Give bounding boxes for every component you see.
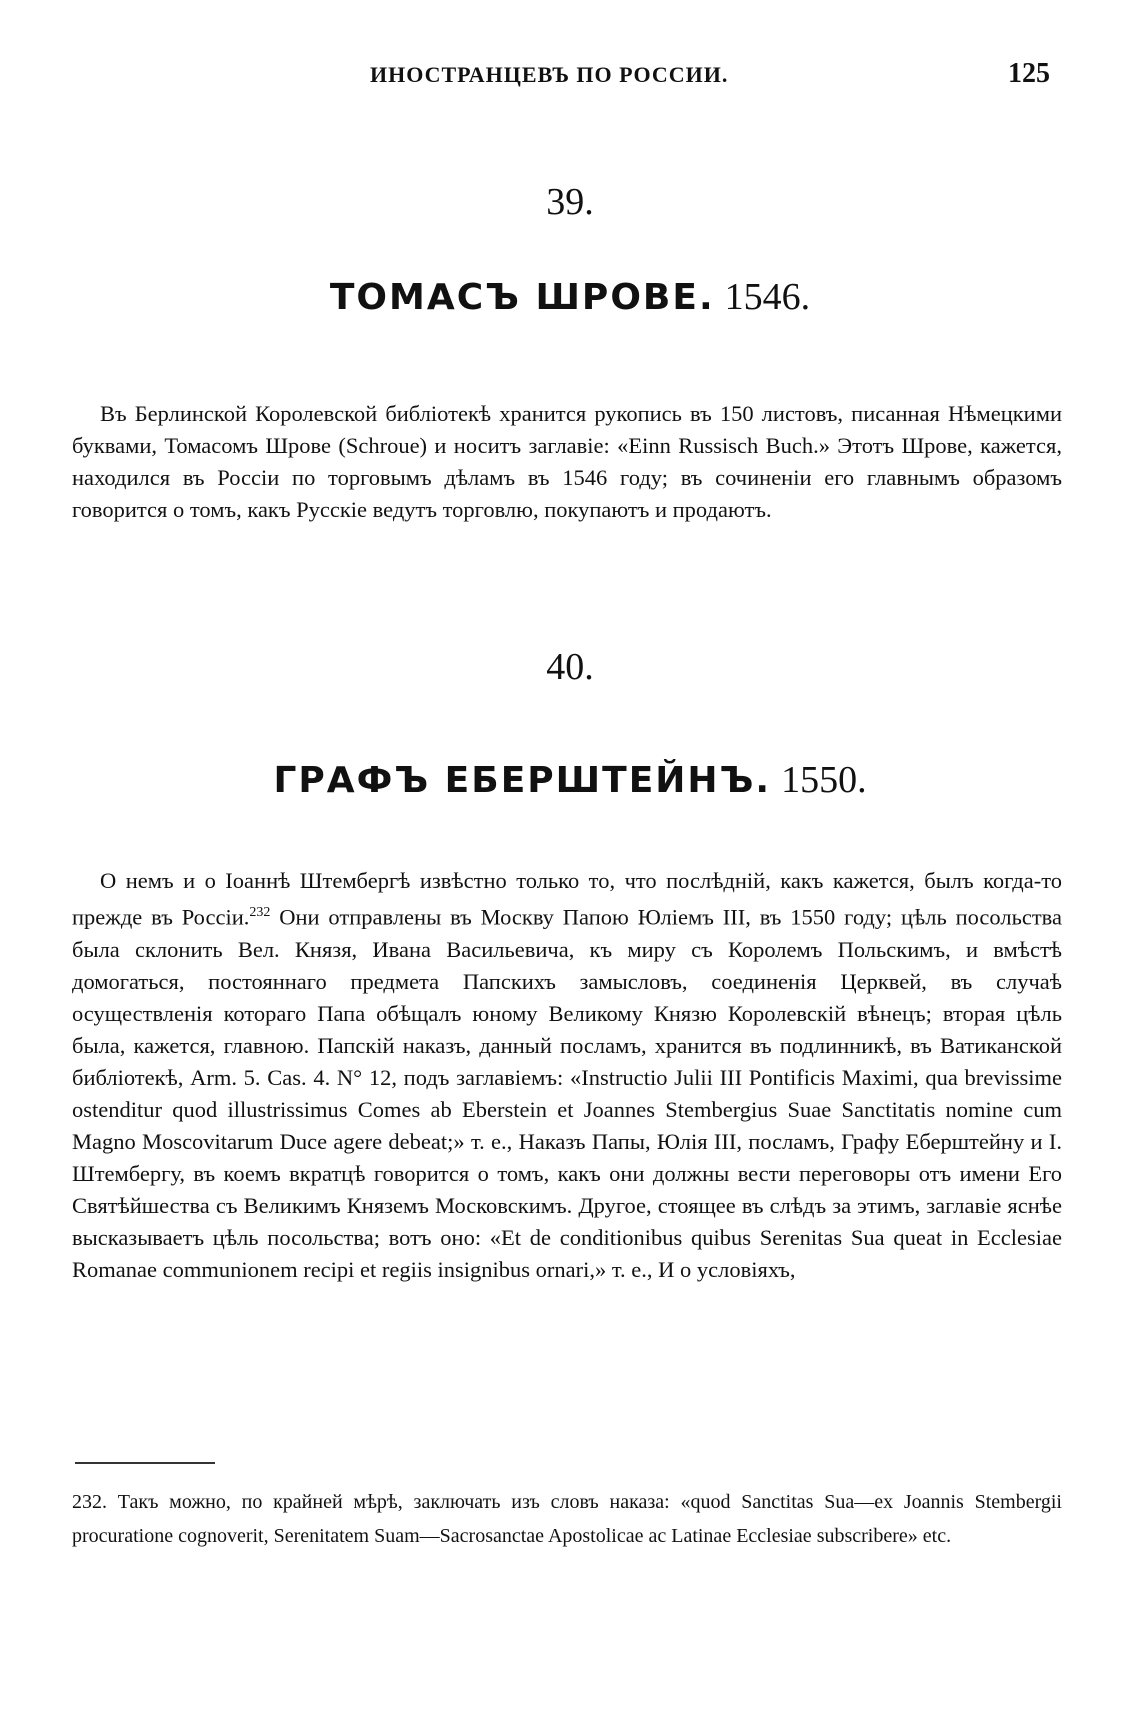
paragraph-part-1: О немъ и о Іоаннѣ Штембергѣ извѣстно только то, что послѣдній, какъ кажется, былъ когда-то прежде въ Россіи. xyxy=(72,868,1062,930)
entry-title-39 xyxy=(0,275,1140,319)
entry-name: ГРАФЪ ЕБЕРШТЕЙНЪ. xyxy=(273,760,772,801)
entry-paragraph-40 xyxy=(72,865,1062,1286)
footnote-ref: 232 xyxy=(249,905,271,920)
entry-paragraph-39: Въ Берлинской Королевской библіотекѣ хранится рукопись въ 150 листовъ, писанная Нѣмецкими буквами, Томасомъ Шрове (Schroue) и носитъ заглавіе: «Einn Russisch Buch.» Этотъ Шрове, кажется, находился въ Россіи по торговымъ дѣламъ въ 1546 году; въ сочиненіи его главнымъ образомъ говорится о томъ, какъ Русскіе ведутъ торговлю, покупаютъ и продаютъ. xyxy=(72,401,1062,522)
running-title: ИНОСТРАНЦЕВЪ ПО РОССИИ. xyxy=(370,62,729,87)
paragraph-part-2: Они отправлены въ Москву Папою Юліемъ III, въ 1550 году; цѣль посольства была склонить Вел. Князя, Ивана Васильевича, къ миру съ Королемъ Польскимъ, и вмѣстѣ домогаться, постояннаго предмета Папскихъ замысловъ, соединенія Церквей, въ случаѣ осуществленія котораго Папа обѣщалъ юному Великому Князю Королевскій вѣнецъ; вторая цѣль была, кажется, главною. Папскій наказъ, данный посламъ, хранится въ подлинникѣ, въ Ватиканской библіотекѣ, Arm. 5. Cas. 4. N° 12, подъ заглавіемъ: «Instructio Julii III Pontificis Maximi, qua brevissime ostenditur quod illustrissimus Comes ab Eberstein et Joannes Stembergius Suae Sanctitatis nomine cum Magno Moscovitarum Duce agere debeat;» т. е., Наказъ Папы, Юлія III, посламъ, Графу Еберштейну и І. Штембергу, въ коемъ вкратцѣ говорится о томъ, какъ они должны вести переговоры отъ имени Его Святѣйшества съ Великимъ Княземъ Московскимъ. Другое, стоящее въ слѣдъ за этимъ, заглавіе яснѣе высказываетъ цѣль посольства; вотъ оно: «Et de conditionibus quibus Serenitas Sua queat in Ecclesiae Romanae communionem recipi et regiis insignibus ornari,» т. е., И о условіяхъ, xyxy=(72,904,1062,1282)
entry-number-40: 40. xyxy=(546,646,594,688)
entry-year: 1550. xyxy=(781,759,867,801)
footnote-rule xyxy=(75,1462,215,1464)
entry-number-39: 39. xyxy=(546,181,594,223)
page-number: 125 xyxy=(1008,58,1050,89)
entry-name: ТОМАСЪ ШРОВЕ. xyxy=(329,277,715,318)
footnote: 232. Такъ можно, по крайней мѣрѣ, заключать изъ словъ наказа: «quod Sanctitas Sua—ex Joannis Stembergii procuratione cognoverit, Serenitatem Suam—Sacrosanctae Apostolicae ac Latinae Ecclesiae subscribere» etc. xyxy=(72,1491,1062,1547)
entry-year: 1546. xyxy=(724,276,811,318)
entry-title-40 xyxy=(0,758,1140,802)
